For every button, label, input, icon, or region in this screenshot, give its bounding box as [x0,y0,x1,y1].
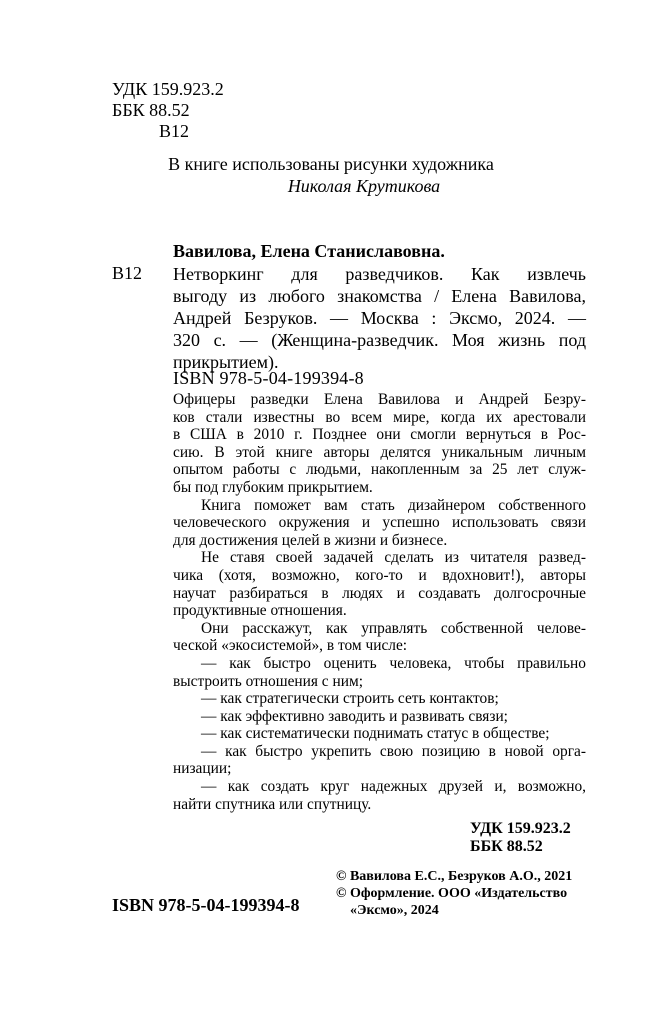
footer-udk: УДК 159.923.2 [470,820,571,837]
record-author: Вавилова, Елена Станиславовна. [173,241,445,261]
bibliographic-description [173,263,586,373]
copyright-block [336,868,572,919]
illustrations-note: В книге использованы рисунки художника [168,154,494,174]
copyright-authors: © Вавилова Е.С., Безруков А.О., 2021 [336,869,573,884]
annotation-line: — как создать круг надежных друзей и, возможно, [201,778,586,796]
annotation-line: продуктивные отношения. [173,602,347,620]
udk-code: УДК 159.923.2 [112,79,224,99]
annotation-line: — как быстро оценить человека, чтобы правильно [201,654,586,672]
annotation-line: — как быстро укрепить свою позицию в новой орга- [201,742,586,760]
annotation-line: сию. В этой книге авторы делятся уникальным личным [173,443,586,461]
annotation-line: для достижения целей в жизни и бизнесе. [173,531,448,549]
copyright-design-cont: «Эксмо», 2024 [350,903,439,918]
biblio-line: Нетворкинг для разведчиков. Как извлечь [173,264,586,284]
annotation-line: бы под глубоким прикрытием. [173,478,373,496]
footer-isbn: ISBN 978-5-04-199394-8 [112,895,300,915]
annotation-line: выстроить отношения с ним; [173,672,363,690]
annotation-line: чика (хотя, возможно, кого-то и вдохновит!), авторы [173,566,586,584]
illustrator-name: Николая Крутикова [287,176,441,196]
annotation [173,391,586,813]
annotation-line: ческой «экосистемой», в том числе: [173,637,408,655]
record-code: В12 [112,263,143,283]
annotation-line: Книга поможет вам стать дизайнером собственного [201,496,586,514]
annotation-line: человеческого окружения и успешно использовать связи [173,514,586,532]
biblio-line: Андрей Безруков. — Москва : Эксмо, 2024. — [173,308,586,328]
annotation-line: — как систематически поднимать статус в обществе; [201,725,550,743]
biblio-line: выгоду из любого знакомства / Елена Вавилова, [173,286,586,306]
classification-codes [112,79,224,142]
annotation-line: опытом работы с людьми, накопленным за 25 лет служ- [173,461,586,479]
annotation-line: — как эффективно заводить и развивать связи; [201,707,508,725]
annotation-line: низации; [173,760,232,778]
annotation-line: найти спутника или спутницу. [173,795,372,813]
annotation-line: Офицеры разведки Елена Вавилова и Андрей Безру- [173,391,586,408]
annotation-line: научат разбираться в людях и создавать долгосрочные [173,584,586,602]
annotation-line: ков стали известны во всем мире, когда их арестовали [173,408,586,426]
record-isbn: ISBN 978-5-04-199394-8 [173,368,364,388]
copyright-design: © Оформление. ООО «Издательство [336,886,568,901]
annotation-line: Они расскажут, как управлять собственной челове- [201,619,586,637]
footer-codes [470,820,571,856]
bbk-code: ББК 88.52 [112,100,190,120]
illustrations-credit [0,153,662,197]
author-mark: В12 [159,121,190,141]
annotation-line: — как стратегически строить сеть контактов; [201,690,499,708]
biblio-line: 320 с. — (Женщина-разведчик. Моя жизнь под [173,330,586,350]
biblio-line: прикрытием). [173,352,279,372]
footer-bbk: ББК 88.52 [470,838,543,855]
annotation-line: Не ставя своей задачей сделать из читателя развед- [201,549,586,567]
annotation-line: в США в 2010 г. Позднее они смогли вернуться в Рос- [173,426,586,444]
